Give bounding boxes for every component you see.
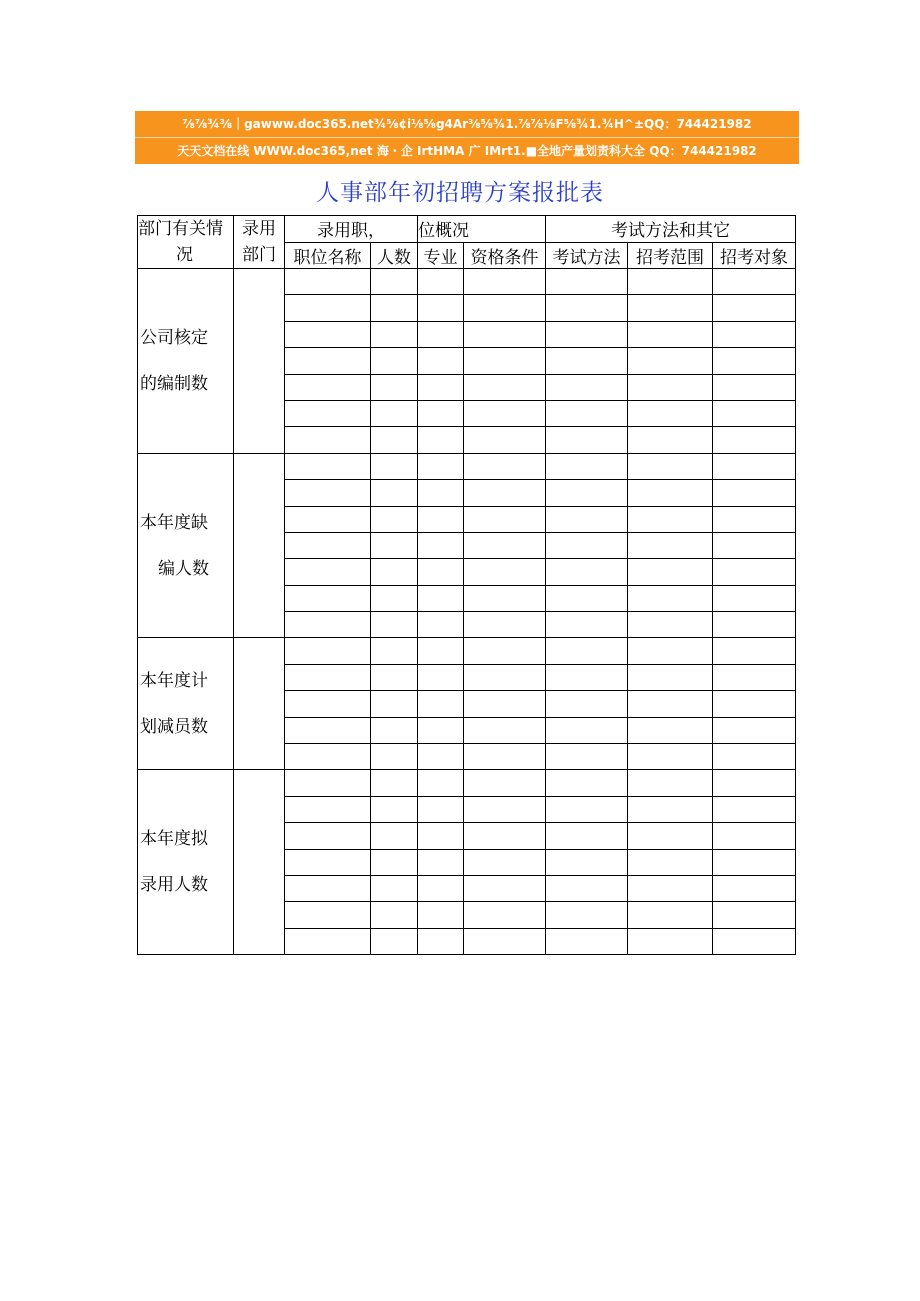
table-cell[interactable]	[546, 612, 628, 638]
section-label	[138, 453, 234, 638]
section-label-line-2: 编人数	[158, 558, 209, 579]
table-cell[interactable]	[418, 585, 464, 611]
table-cell[interactable]	[418, 664, 464, 690]
table-cell[interactable]	[713, 770, 796, 796]
table-cell[interactable]	[418, 902, 464, 928]
table-cell[interactable]	[464, 875, 546, 901]
header-dept-info-line-2: 况	[176, 245, 193, 265]
table-cell[interactable]	[628, 796, 713, 822]
table-cell[interactable]	[713, 875, 796, 901]
table-cell[interactable]	[464, 612, 546, 638]
table-cell[interactable]	[285, 796, 371, 822]
table-cell[interactable]	[464, 823, 546, 849]
table-cell[interactable]	[418, 612, 464, 638]
table-cell[interactable]	[546, 559, 628, 585]
table-cell[interactable]	[418, 348, 464, 374]
table-cell[interactable]	[371, 321, 418, 347]
table-cell[interactable]	[418, 506, 464, 532]
table-cell[interactable]	[285, 902, 371, 928]
table-cell[interactable]	[546, 585, 628, 611]
banner-line-1: ⅞⅞¾⅜｜gawww.doc365.net¾⅝¢i⅛⅝g4Ar⅜⅝¾1.⅞⅞⅛F⅝¾1.¾H^±QQ：744421982	[135, 111, 799, 138]
table-cell[interactable]	[628, 295, 713, 321]
table-cell[interactable]	[285, 427, 371, 453]
table-cell[interactable]	[546, 664, 628, 690]
table-cell[interactable]	[628, 638, 713, 664]
table-cell[interactable]	[285, 664, 371, 690]
header-dept-info	[138, 216, 234, 269]
table-cell[interactable]	[464, 295, 546, 321]
table-cell[interactable]	[418, 295, 464, 321]
table-cell[interactable]	[546, 453, 628, 479]
table-cell[interactable]	[713, 427, 796, 453]
table-row	[138, 638, 796, 664]
section-label-line-1: 本年度缺	[140, 512, 208, 533]
col-recruit-scope: 招考范围	[628, 242, 713, 269]
table-cell[interactable]	[628, 506, 713, 532]
table-cell[interactable]	[285, 321, 371, 347]
table-cell[interactable]	[546, 295, 628, 321]
table-cell[interactable]	[371, 374, 418, 400]
table-cell[interactable]	[464, 321, 546, 347]
table-cell[interactable]	[371, 453, 418, 479]
table-cell[interactable]	[628, 664, 713, 690]
table-row	[138, 770, 796, 796]
section-label-line-2: 录用人数	[140, 875, 208, 896]
table-cell[interactable]	[285, 532, 371, 558]
hire-dept-cell[interactable]	[234, 453, 285, 638]
table-cell[interactable]	[371, 849, 418, 875]
table-cell[interactable]	[285, 374, 371, 400]
table-cell[interactable]	[371, 612, 418, 638]
table-cell[interactable]	[628, 269, 713, 295]
table-cell[interactable]	[464, 480, 546, 506]
table-cell[interactable]	[713, 269, 796, 295]
table-cell[interactable]	[418, 849, 464, 875]
table-cell[interactable]	[546, 269, 628, 295]
header-hire-dept	[234, 216, 285, 269]
table-cell[interactable]	[285, 691, 371, 717]
table-cell[interactable]	[285, 638, 371, 664]
table-cell[interactable]	[713, 717, 796, 743]
table-cell[interactable]	[628, 928, 713, 954]
table-cell[interactable]	[546, 849, 628, 875]
table-cell[interactable]	[418, 796, 464, 822]
table-cell[interactable]	[464, 928, 546, 954]
table-cell[interactable]	[628, 717, 713, 743]
table-cell[interactable]	[418, 480, 464, 506]
table-cell[interactable]	[628, 691, 713, 717]
table-cell[interactable]	[546, 400, 628, 426]
table-cell[interactable]	[628, 321, 713, 347]
table-cell[interactable]	[628, 744, 713, 770]
table-cell[interactable]	[713, 585, 796, 611]
header-position-overview: 录用职，	[285, 216, 418, 243]
table-cell[interactable]	[418, 744, 464, 770]
header-exam-methods: 考试方法和其它	[546, 216, 796, 243]
table-cell[interactable]	[713, 823, 796, 849]
table-cell[interactable]	[464, 559, 546, 585]
table-cell[interactable]	[546, 823, 628, 849]
table-cell[interactable]	[371, 348, 418, 374]
table-cell[interactable]	[546, 796, 628, 822]
hire-dept-cell[interactable]	[234, 269, 285, 454]
table-cell[interactable]	[464, 717, 546, 743]
table-cell[interactable]	[628, 612, 713, 638]
table-cell[interactable]	[546, 532, 628, 558]
table-cell[interactable]	[371, 664, 418, 690]
table-cell[interactable]	[628, 480, 713, 506]
banner-line-2: 天天文档在线 WWW.doc365,net 海・企 IrtHMA 广 IMrt1.■全地产量划责科大全 QQ：744421982	[177, 144, 757, 158]
table-cell[interactable]	[371, 796, 418, 822]
table-cell[interactable]	[285, 506, 371, 532]
table-cell[interactable]	[418, 770, 464, 796]
table-cell[interactable]	[713, 849, 796, 875]
table-cell[interactable]	[713, 691, 796, 717]
table-cell[interactable]	[628, 348, 713, 374]
table-cell[interactable]	[371, 400, 418, 426]
table-cell[interactable]	[464, 400, 546, 426]
table-cell[interactable]	[546, 321, 628, 347]
section-label-line-1: 公司核定	[140, 327, 208, 348]
table-cell[interactable]	[628, 849, 713, 875]
table-cell[interactable]	[628, 374, 713, 400]
table-cell[interactable]	[713, 453, 796, 479]
table-cell[interactable]	[546, 928, 628, 954]
table-cell[interactable]	[546, 717, 628, 743]
table-cell[interactable]	[371, 638, 418, 664]
col-recruit-target: 招考对象	[713, 242, 796, 269]
table-cell[interactable]	[418, 453, 464, 479]
table-cell[interactable]	[371, 506, 418, 532]
table-cell[interactable]	[546, 875, 628, 901]
table-cell[interactable]	[628, 823, 713, 849]
table-cell[interactable]	[371, 585, 418, 611]
table-cell[interactable]	[464, 664, 546, 690]
table-cell[interactable]	[628, 532, 713, 558]
col-headcount: 人数	[371, 242, 418, 269]
table-cell[interactable]	[418, 559, 464, 585]
table-cell[interactable]	[546, 638, 628, 664]
section-label	[138, 770, 234, 955]
col-position-name: 职位名称	[285, 242, 371, 269]
table-cell[interactable]	[713, 321, 796, 347]
table-cell[interactable]	[464, 849, 546, 875]
table-cell[interactable]	[628, 427, 713, 453]
section-label	[138, 638, 234, 770]
table-cell[interactable]	[464, 638, 546, 664]
table-cell[interactable]	[464, 585, 546, 611]
table-cell[interactable]	[464, 744, 546, 770]
table-cell[interactable]	[371, 427, 418, 453]
table-cell[interactable]	[628, 902, 713, 928]
table-cell[interactable]	[418, 638, 464, 664]
table-cell[interactable]	[285, 269, 371, 295]
table-cell[interactable]	[371, 744, 418, 770]
section-label	[138, 269, 234, 454]
table-cell[interactable]	[418, 823, 464, 849]
table-cell[interactable]	[418, 374, 464, 400]
section-label-line-2: 划减员数	[140, 716, 208, 737]
table-cell[interactable]	[418, 269, 464, 295]
table-cell[interactable]	[713, 638, 796, 664]
table-cell[interactable]	[285, 295, 371, 321]
table-cell[interactable]	[713, 902, 796, 928]
table-cell[interactable]	[628, 585, 713, 611]
watermark-banner	[135, 111, 799, 164]
header-dept-info-line-1: 部门有关情	[138, 219, 223, 239]
table-cell[interactable]	[464, 269, 546, 295]
table-cell[interactable]	[464, 506, 546, 532]
hire-dept-cell[interactable]	[234, 638, 285, 770]
table-cell[interactable]	[285, 849, 371, 875]
table-cell[interactable]	[713, 559, 796, 585]
table-cell[interactable]	[418, 717, 464, 743]
table-cell[interactable]	[464, 691, 546, 717]
table-cell[interactable]	[546, 348, 628, 374]
table-cell[interactable]	[371, 770, 418, 796]
table-cell[interactable]	[713, 612, 796, 638]
table-cell[interactable]	[713, 744, 796, 770]
table-cell[interactable]	[418, 875, 464, 901]
recruitment-plan-table	[137, 215, 796, 955]
table-cell[interactable]	[285, 875, 371, 901]
table-cell[interactable]	[285, 559, 371, 585]
table-cell[interactable]	[285, 400, 371, 426]
table-cell[interactable]	[713, 532, 796, 558]
table-cell[interactable]	[464, 453, 546, 479]
table-cell[interactable]	[546, 902, 628, 928]
table-cell[interactable]	[371, 717, 418, 743]
table-row	[138, 453, 796, 479]
header-position-overview-2: 位概况	[418, 216, 546, 243]
table-cell[interactable]	[285, 453, 371, 479]
table-cell[interactable]	[713, 400, 796, 426]
table-cell[interactable]	[285, 480, 371, 506]
header-hire-dept-line-2: 部门	[242, 245, 276, 265]
table-cell[interactable]	[285, 744, 371, 770]
table-cell[interactable]	[713, 506, 796, 532]
table-cell[interactable]	[418, 691, 464, 717]
table-cell[interactable]	[628, 400, 713, 426]
table-cell[interactable]	[371, 480, 418, 506]
table-cell[interactable]	[464, 902, 546, 928]
table-cell[interactable]	[628, 875, 713, 901]
table-cell[interactable]	[713, 928, 796, 954]
table-row	[138, 269, 796, 295]
table-cell[interactable]	[371, 902, 418, 928]
table-cell[interactable]	[546, 744, 628, 770]
table-cell[interactable]	[713, 664, 796, 690]
table-cell[interactable]	[371, 928, 418, 954]
table-cell[interactable]	[713, 796, 796, 822]
table-cell[interactable]	[713, 480, 796, 506]
table-cell[interactable]	[285, 348, 371, 374]
table-cell[interactable]	[464, 532, 546, 558]
table-cell[interactable]	[371, 532, 418, 558]
table-cell[interactable]	[628, 770, 713, 796]
table-cell[interactable]	[464, 348, 546, 374]
document-title: 人事部年初招聘方案报批表	[316, 180, 604, 206]
header-hire-dept-line-1: 录用	[242, 219, 276, 239]
table-cell[interactable]	[418, 400, 464, 426]
table-cell[interactable]	[371, 269, 418, 295]
table-cell[interactable]	[713, 374, 796, 400]
table-cell[interactable]	[546, 427, 628, 453]
table-cell[interactable]	[418, 532, 464, 558]
table-cell[interactable]	[285, 770, 371, 796]
table-cell[interactable]	[371, 295, 418, 321]
col-major: 专业	[418, 242, 464, 269]
table-cell[interactable]	[418, 427, 464, 453]
col-qualification: 资格条件	[464, 242, 546, 269]
table-cell[interactable]	[371, 691, 418, 717]
table-cell[interactable]	[464, 796, 546, 822]
table-cell[interactable]	[418, 928, 464, 954]
table-cell[interactable]	[546, 770, 628, 796]
table-cell[interactable]	[713, 348, 796, 374]
section-label-line-2: 的编制数	[140, 373, 208, 394]
section-label-line-1: 本年度拟	[140, 829, 208, 850]
table-cell[interactable]	[464, 770, 546, 796]
table-cell[interactable]	[628, 559, 713, 585]
table-cell[interactable]	[546, 506, 628, 532]
col-exam-method: 考试方法	[546, 242, 628, 269]
table-cell[interactable]	[464, 374, 546, 400]
table-cell[interactable]	[371, 875, 418, 901]
table-cell[interactable]	[628, 453, 713, 479]
table-cell[interactable]	[546, 691, 628, 717]
table-cell[interactable]	[418, 321, 464, 347]
table-cell[interactable]	[371, 559, 418, 585]
hire-dept-cell[interactable]	[234, 770, 285, 955]
table-cell[interactable]	[371, 823, 418, 849]
table-cell[interactable]	[546, 480, 628, 506]
table-cell[interactable]	[285, 585, 371, 611]
table-cell[interactable]	[285, 612, 371, 638]
table-cell[interactable]	[464, 427, 546, 453]
table-cell[interactable]	[713, 295, 796, 321]
table-cell[interactable]	[285, 717, 371, 743]
section-label-line-1: 本年度计	[140, 670, 208, 691]
table-cell[interactable]	[285, 823, 371, 849]
table-cell[interactable]	[285, 928, 371, 954]
table-cell[interactable]	[546, 374, 628, 400]
